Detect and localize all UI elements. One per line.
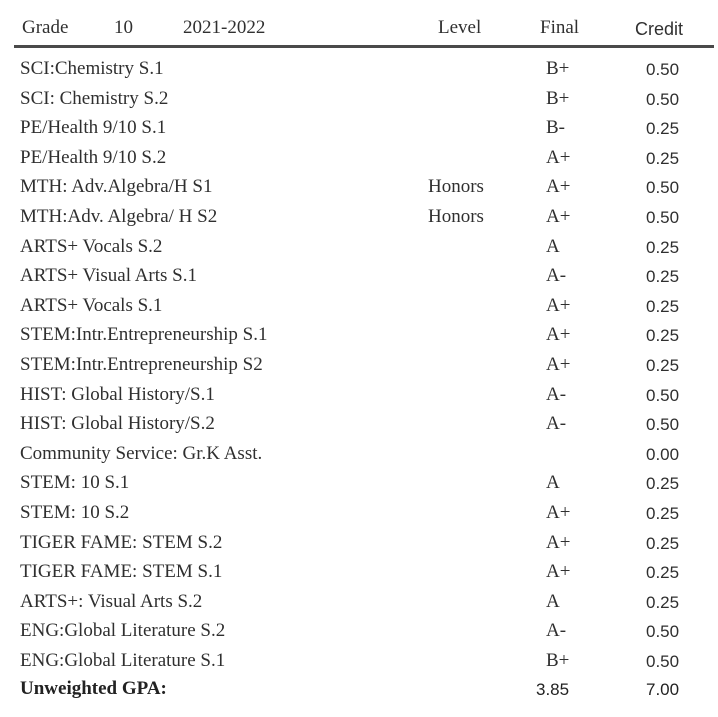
table-row [0,588,718,618]
course-credit: 0.25 [646,296,680,316]
table-row [0,351,718,381]
table-row [0,647,718,677]
table-row [0,144,718,174]
final-grade: A- [546,265,567,287]
course-name: ARTS+ Visual Arts S.1 [20,265,198,287]
table-row [0,469,718,499]
course-credit: 0.50 [646,385,680,405]
final-grade: A [546,235,560,257]
final-grade: A- [546,413,567,435]
course-level: Honors [428,176,484,198]
credit-column-header: Credit [635,19,684,39]
course-name: TIGER FAME: STEM S.1 [20,561,223,583]
course-name: PE/Health 9/10 S.1 [20,117,167,139]
course-name: STEM:Intr.Entrepreneurship S2 [20,353,263,375]
table-row [0,85,718,115]
course-name: HIST: Global History/S.2 [20,413,215,435]
final-grade: A+ [546,294,571,316]
table-row [0,262,718,292]
final-grade: B+ [546,87,570,109]
gpa-value: 3.85 [536,680,570,699]
course-credit: 0.25 [646,474,680,494]
course-name: HIST: Global History/S.1 [20,383,215,405]
table-row [0,203,718,233]
table-row [0,321,718,351]
course-credit: 0.25 [646,563,680,583]
gpa-label: Unweighted GPA: [20,678,167,699]
table-row [0,440,718,470]
table-row [0,381,718,411]
table-row [0,617,718,647]
table-row [0,558,718,588]
course-credit: 0.25 [646,267,680,287]
course-credit: 0.25 [646,503,680,523]
final-grade: A- [546,620,567,642]
course-credit: 0.25 [646,326,680,346]
final-grade: A [546,590,560,612]
table-row [0,55,718,85]
course-credit: 0.50 [646,89,680,109]
course-credit: 0.50 [646,622,680,642]
table-row [0,499,718,529]
gpa-row [0,675,718,705]
table-row [0,233,718,263]
course-credit: 0.25 [646,119,680,139]
course-name: STEM: 10 S.1 [20,472,130,494]
course-credit: 0.50 [646,207,680,227]
table-row [0,292,718,322]
course-credit: 0.50 [646,178,680,198]
course-level: Honors [428,205,484,227]
final-grade: A [546,472,560,494]
course-credit: 0.25 [646,592,680,612]
course-name: MTH:Adv. Algebra/ H S2 [20,205,218,227]
final-grade: A+ [546,176,571,198]
course-name: ENG:Global Literature S.2 [20,620,226,642]
level-column-header: Level [438,17,482,38]
header-divider [14,45,714,48]
course-table [0,55,718,676]
final-grade: B+ [546,649,570,671]
transcript-header [0,0,718,48]
grade-label: Grade [22,17,69,38]
course-name: PE/Health 9/10 S.2 [20,146,167,168]
course-name: MTH: Adv.Algebra/H S1 [20,176,213,198]
course-credit: 0.25 [646,355,680,375]
final-grade: A+ [546,561,571,583]
course-credit: 0.25 [646,237,680,257]
table-row [0,529,718,559]
course-name: SCI: Chemistry S.2 [20,87,169,109]
final-grade: A+ [546,353,571,375]
course-name: STEM:Intr.Entrepreneurship S.1 [20,324,268,346]
total-credit: 7.00 [646,680,680,699]
final-grade: A+ [546,324,571,346]
school-year: 2021-2022 [183,17,266,38]
table-row [0,410,718,440]
course-credit: 0.50 [646,415,680,435]
course-credit: 0.25 [646,148,680,168]
course-name: Community Service: Gr.K Asst. [20,442,263,464]
course-name: TIGER FAME: STEM S.2 [20,531,223,553]
table-row [0,114,718,144]
final-grade: A+ [546,501,571,523]
course-name: ARTS+: Visual Arts S.2 [20,590,203,612]
course-name: ARTS+ Vocals S.1 [20,294,163,316]
course-credit: 0.25 [646,533,680,553]
final-grade: B- [546,117,565,139]
final-grade: B+ [546,58,570,79]
course-credit: 0.50 [646,60,680,79]
final-grade: A- [546,383,567,405]
course-name: ARTS+ Vocals S.2 [20,235,163,257]
course-name: STEM: 10 S.2 [20,501,130,523]
course-name: SCI:Chemistry S.1 [20,58,164,79]
final-grade: A+ [546,146,571,168]
course-credit: 0.50 [646,651,680,671]
final-grade: A+ [546,531,571,553]
course-credit: 0.00 [646,444,680,464]
final-grade: A+ [546,205,571,227]
grade-value: 10 [114,17,133,38]
table-row [0,173,718,203]
course-name: ENG:Global Literature S.1 [20,649,226,671]
final-column-header: Final [540,17,580,38]
